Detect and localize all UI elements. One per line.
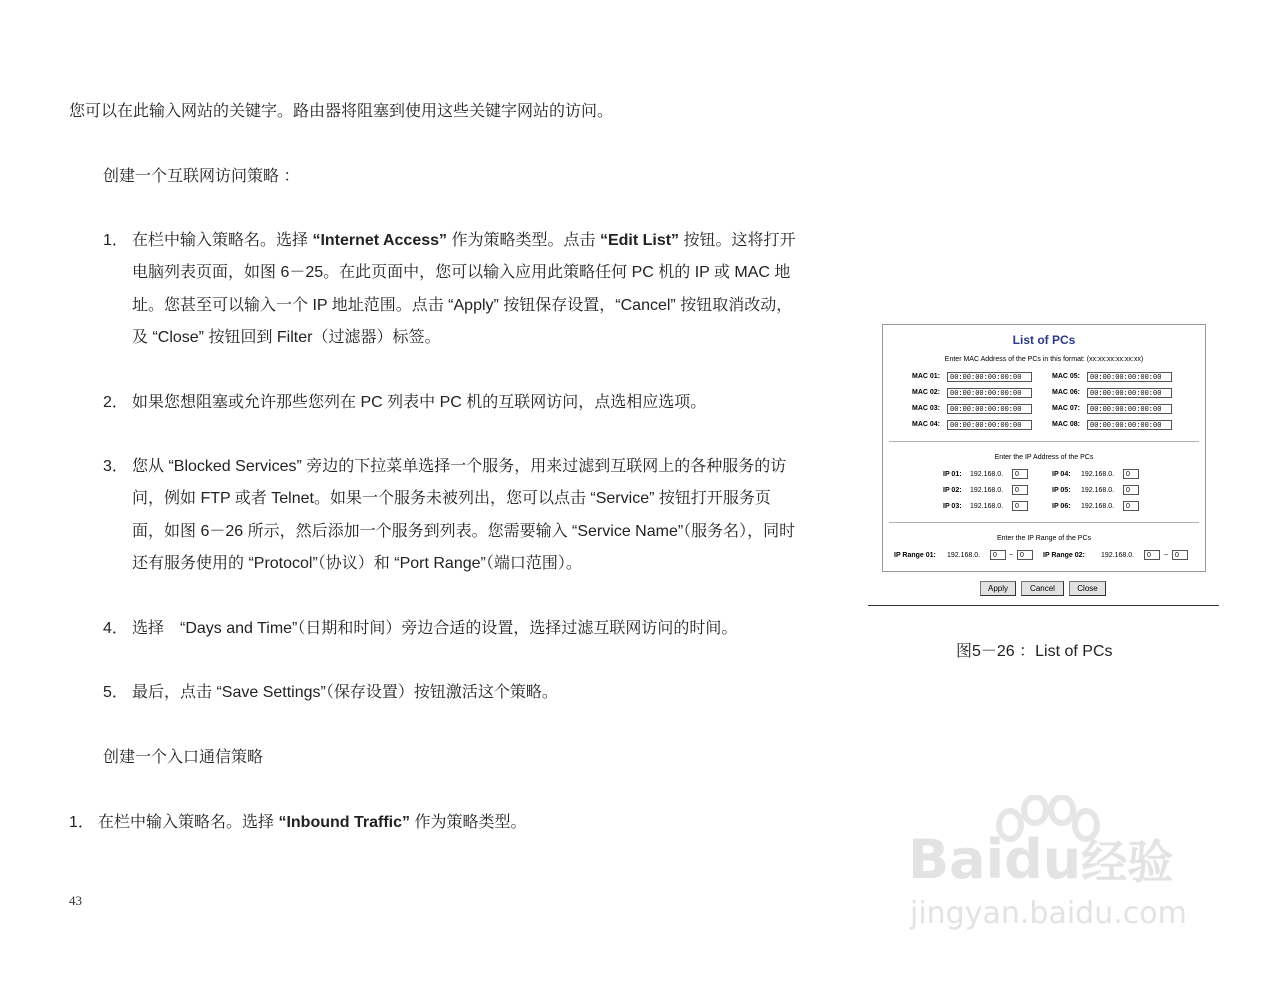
figure-caption: 图5－26 ：List of PCs [956,643,1113,660]
figure-title: List of PCs [1012,333,1076,347]
step-1-text: 在栏中输入策略名。选择 “Internet Access” 作为策略类型。点击 “Edit List” 按钮。这将打开电脑列表页面，如图 6－25。在此页面中，您可以输入应用此策略任何 PC 机的 IP 或 MAC 地址。您甚至可以输入一个 IP 地址范围。点击 “Apply” 按钮保存设置，“Cancel” 按钮取消改动，及 “Close” 按钮回到 Filter（过滤器）标签。 [132,232,796,346]
ip-06-input[interactable]: 0 [1123,501,1139,511]
step-4-text: 选择 “Days and Time”（日期和时间）旁边合适的设置，选择过滤互联网访问的时间。 [132,620,738,637]
mac-01-label: MAC 01: [912,373,941,380]
ip-06-label: IP 06: [1052,503,1071,510]
ip-03-input[interactable]: 0 [1012,501,1028,511]
divider [889,441,1199,442]
ip-04-input[interactable]: 0 [1123,469,1139,479]
inbound-step-1-number: 1． [69,814,94,831]
mac-01-input[interactable]: 00:00:00:00:00:00 [947,372,1032,382]
mac-05-input[interactable]: 00:00:00:00:00:00 [1087,372,1172,382]
ip-range-02-prefix: 192.168.0. [1101,552,1135,559]
ip-04-label: IP 04: [1052,471,1071,478]
ip-range-01-label: IP Range 01: [894,552,936,559]
page-number: 43 [69,893,82,908]
mac-02-input[interactable]: 00:00:00:00:00:00 [947,388,1032,398]
close-button[interactable]: Close [1069,581,1106,596]
ip-range-01-separator: ~ [1009,552,1014,559]
ip-04-prefix: 192.168.0. [1081,471,1115,478]
ip-02-label: IP 02: [943,487,962,494]
ip-05-input[interactable]: 0 [1123,485,1139,495]
mac-05-label: MAC 05: [1052,373,1081,380]
mac-03-input[interactable]: 00:00:00:00:00:00 [947,404,1032,414]
ip-range-02-label: IP Range 02: [1043,552,1085,559]
range-caption: Enter the IP Range of the PCs [996,535,1092,542]
mac-03-label: MAC 03: [912,405,941,412]
ip-03-label: IP 03: [943,503,962,510]
step-2-number: 2． [103,394,128,411]
ip-range-01-to-input[interactable]: 0 [1017,550,1033,560]
step-3-number: 3． [103,458,128,475]
ip-05-label: IP 05: [1052,487,1071,494]
ip-range-02-to-input[interactable]: 0 [1172,550,1188,560]
ip-02-prefix: 192.168.0. [970,487,1004,494]
step-5-text: 最后，点击 “Save Settings”（保存设置）按钮激活这个策略。 [132,684,558,701]
ip-06-prefix: 192.168.0. [1081,503,1115,510]
ip-range-01-prefix: 192.168.0. [947,552,981,559]
mac-08-label: MAC 08: [1052,421,1081,428]
list-of-pcs-figure [882,324,1206,572]
ip-05-prefix: 192.168.0. [1081,487,1115,494]
inbound-step-1-text: 在栏中输入策略名。选择 “Inbound Traffic” 作为策略类型。 [98,814,527,831]
mac-08-input[interactable]: 00:00:00:00:00:00 [1087,420,1172,430]
step-4-number: 4． [103,620,128,637]
step-5-number: 5． [103,684,128,701]
figure-rule [868,605,1219,606]
mac-04-input[interactable]: 00:00:00:00:00:00 [947,420,1032,430]
ip-01-label: IP 01: [943,471,962,478]
ip-range-02-separator: ~ [1164,552,1169,559]
step-2-text: 如果您想阻塞或允许那些您列在 PC 列表中 PC 机的互联网访问，点选相应选项。 [132,394,707,411]
mac-07-label: MAC 07: [1052,405,1081,412]
watermark-brand: Baidu经验 [908,828,1174,891]
intro-text: 您可以在此输入网站的关键字。路由器将阻塞到使用这些关键字网站的访问。 [69,103,614,120]
ip-range-01-from-input[interactable]: 0 [990,550,1006,560]
ip-range-02-from-input[interactable]: 0 [1144,550,1160,560]
divider [889,522,1199,523]
step-1-number: 1． [103,232,128,249]
mac-06-input[interactable]: 00:00:00:00:00:00 [1087,388,1172,398]
watermark-url: jingyan.baidu.com [910,896,1187,931]
heading-inbound-policy: 创建一个入口通信策略 [103,749,264,766]
step-3-text: 您从 “Blocked Services” 旁边的下拉菜单选择一个服务，用来过滤到互联网上的各种服务的访问，例如 FTP 或者 Telnet。如果一个服务未被列出，您可以点击 “Service” 按钮打开服务页面，如图 6－26 所示，然后添加一个服务到列表。您需要输入 “Service Name”（服务名），同时还有服务使用的 “Protocol”（协议）和 “Port Range”（端口范围）。 [132,458,796,572]
mac-caption: Enter MAC Address of the PCs in this format: (xx:xx:xx:xx:xx:xx) [944,356,1144,363]
ip-03-prefix: 192.168.0. [970,503,1004,510]
heading-internet-policy: 创建一个互联网访问策略 ： [103,168,300,185]
mac-02-label: MAC 02: [912,389,941,396]
ip-01-prefix: 192.168.0. [970,471,1004,478]
ip-caption: Enter the IP Address of the PCs [994,454,1094,461]
mac-06-label: MAC 06: [1052,389,1081,396]
ip-01-input[interactable]: 0 [1012,469,1028,479]
mac-04-label: MAC 04: [912,421,941,428]
mac-07-input[interactable]: 00:00:00:00:00:00 [1087,404,1172,414]
cancel-button[interactable]: Cancel [1021,581,1064,596]
ip-02-input[interactable]: 0 [1012,485,1028,495]
apply-button[interactable]: Apply [980,581,1016,596]
